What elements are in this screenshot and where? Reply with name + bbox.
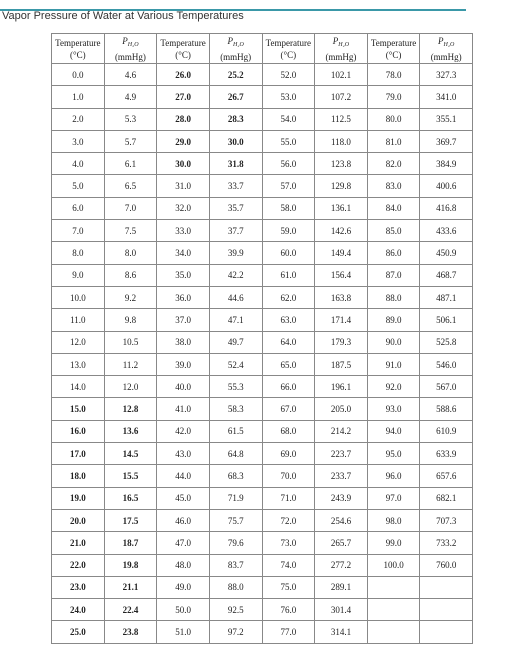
pressure-subscript: H₂O (127, 41, 139, 48)
temperature-cell: 59.0 (262, 220, 315, 242)
vapor-pressure-table (51, 33, 473, 644)
temperature-cell: 29.0 (157, 130, 210, 152)
pressure-cell: 13.6 (104, 420, 157, 442)
temperature-cell: 46.0 (157, 509, 210, 531)
temperature-cell: 71.0 (262, 487, 315, 509)
pressure-cell: 19.8 (104, 554, 157, 576)
temperature-cell: 40.0 (157, 376, 210, 398)
table-row (52, 420, 473, 442)
pressure-header (420, 34, 473, 64)
pressure-cell: 102.1 (315, 64, 368, 86)
temperature-header (52, 34, 105, 64)
table-row (52, 353, 473, 375)
temperature-cell: 38.0 (157, 331, 210, 353)
pressure-subscript: H₂O (443, 41, 455, 48)
temperature-cell: 77.0 (262, 621, 315, 643)
temperature-cell: 49.0 (157, 576, 210, 598)
pressure-cell: 35.7 (209, 197, 262, 219)
table-row (52, 599, 473, 621)
temperature-cell: 98.0 (367, 509, 420, 531)
temperature-cell: 5.0 (52, 175, 105, 197)
pressure-cell: 17.5 (104, 509, 157, 531)
pressure-cell: 6.1 (104, 153, 157, 175)
temperature-cell: 30.0 (157, 153, 210, 175)
pressure-cell: 25.2 (209, 64, 262, 86)
table-row (52, 153, 473, 175)
pressure-cell: 327.3 (420, 64, 473, 86)
table-row (52, 554, 473, 576)
pressure-header (209, 34, 262, 64)
pressure-cell: 760.0 (420, 554, 473, 576)
pressure-cell: 4.6 (104, 64, 157, 86)
table-body (52, 64, 473, 644)
temperature-cell: 27.0 (157, 86, 210, 108)
pressure-cell: 15.5 (104, 465, 157, 487)
temperature-cell: 72.0 (262, 509, 315, 531)
temperature-cell: 26.0 (157, 64, 210, 86)
caption-text: Vapor Pressure of Water at Various Temperatures (2, 10, 244, 22)
pressure-cell: 588.6 (420, 398, 473, 420)
temperature-cell: 62.0 (262, 286, 315, 308)
pressure-cell: 7.0 (104, 197, 157, 219)
pressure-cell: 733.2 (420, 532, 473, 554)
temperature-cell: 82.0 (367, 153, 420, 175)
pressure-cell: 30.0 (209, 130, 262, 152)
pressure-cell: 355.1 (420, 108, 473, 130)
temperature-cell: 75.0 (262, 576, 315, 598)
pressure-cell: 301.4 (315, 599, 368, 621)
table-row (52, 220, 473, 242)
table-row (52, 376, 473, 398)
temperature-cell: 81.0 (367, 130, 420, 152)
pressure-cell: 28.3 (209, 108, 262, 130)
table-row (52, 309, 473, 331)
temperature-header-label: Temperature (160, 37, 206, 48)
temperature-cell (367, 599, 420, 621)
temperature-cell: 70.0 (262, 465, 315, 487)
pressure-header-unit: (mmHg) (430, 51, 462, 62)
pressure-cell: 21.1 (104, 576, 157, 598)
pressure-cell: 49.7 (209, 331, 262, 353)
pressure-cell: 129.8 (315, 175, 368, 197)
pressure-cell: 97.2 (209, 621, 262, 643)
pressure-cell: 546.0 (420, 353, 473, 375)
pressure-cell: 223.7 (315, 443, 368, 465)
pressure-cell: 33.7 (209, 175, 262, 197)
pressure-cell: 416.8 (420, 197, 473, 219)
pressure-cell: 450.9 (420, 242, 473, 264)
table-row (52, 130, 473, 152)
temperature-cell: 34.0 (157, 242, 210, 264)
temperature-cell: 35.0 (157, 264, 210, 286)
temperature-cell: 7.0 (52, 220, 105, 242)
temperature-cell: 16.0 (52, 420, 105, 442)
temperature-cell: 20.0 (52, 509, 105, 531)
pressure-cell: 277.2 (315, 554, 368, 576)
temperature-cell: 78.0 (367, 64, 420, 86)
temperature-cell: 67.0 (262, 398, 315, 420)
pressure-header-unit: (mmHg) (220, 51, 252, 62)
pressure-subscript: H₂O (338, 41, 350, 48)
table-row (52, 398, 473, 420)
temperature-header-label: Temperature (55, 37, 101, 48)
temperature-cell: 96.0 (367, 465, 420, 487)
temperature-cell: 36.0 (157, 286, 210, 308)
pressure-cell: 369.7 (420, 130, 473, 152)
pressure-cell: 289.1 (315, 576, 368, 598)
temperature-cell: 100.0 (367, 554, 420, 576)
pressure-cell (420, 599, 473, 621)
pressure-cell: 61.5 (209, 420, 262, 442)
pressure-cell: 16.5 (104, 487, 157, 509)
pressure-cell: 243.9 (315, 487, 368, 509)
table-row (52, 443, 473, 465)
pressure-header (315, 34, 368, 64)
temperature-cell: 41.0 (157, 398, 210, 420)
pressure-cell: 254.6 (315, 509, 368, 531)
pressure-cell: 44.6 (209, 286, 262, 308)
temperature-cell: 95.0 (367, 443, 420, 465)
pressure-cell: 506.1 (420, 309, 473, 331)
temperature-cell: 92.0 (367, 376, 420, 398)
table-row (52, 509, 473, 531)
pressure-cell: 39.9 (209, 242, 262, 264)
temperature-cell: 51.0 (157, 621, 210, 643)
temperature-header (157, 34, 210, 64)
temperature-cell: 87.0 (367, 264, 420, 286)
temperature-cell: 28.0 (157, 108, 210, 130)
pressure-cell: 196.1 (315, 376, 368, 398)
temperature-cell: 3.0 (52, 130, 105, 152)
pressure-cell: 79.6 (209, 532, 262, 554)
temperature-cell: 39.0 (157, 353, 210, 375)
temperature-cell: 93.0 (367, 398, 420, 420)
pressure-cell: 123.8 (315, 153, 368, 175)
table-row (52, 64, 473, 86)
temperature-cell: 63.0 (262, 309, 315, 331)
temperature-cell: 22.0 (52, 554, 105, 576)
pressure-cell: 10.5 (104, 331, 157, 353)
pressure-cell: 8.0 (104, 242, 157, 264)
pressure-cell: 4.9 (104, 86, 157, 108)
temperature-cell: 44.0 (157, 465, 210, 487)
temperature-cell: 0.0 (52, 64, 105, 86)
pressure-cell: 707.3 (420, 509, 473, 531)
temperature-cell: 11.0 (52, 309, 105, 331)
temperature-cell: 88.0 (367, 286, 420, 308)
temperature-cell: 83.0 (367, 175, 420, 197)
table-row (52, 242, 473, 264)
pressure-cell: 26.7 (209, 86, 262, 108)
pressure-symbol: P (438, 35, 444, 46)
temperature-header-unit: (°C) (280, 49, 297, 60)
temperature-cell: 2.0 (52, 108, 105, 130)
temperature-cell: 69.0 (262, 443, 315, 465)
table-row (52, 108, 473, 130)
pressure-header (104, 34, 157, 64)
pressure-cell: 163.8 (315, 286, 368, 308)
pressure-cell: 68.3 (209, 465, 262, 487)
temperature-header-unit: (°C) (175, 49, 191, 60)
temperature-cell: 12.0 (52, 331, 105, 353)
temperature-cell: 66.0 (262, 376, 315, 398)
temperature-cell: 91.0 (367, 353, 420, 375)
temperature-header (367, 34, 420, 64)
temperature-cell: 47.0 (157, 532, 210, 554)
pressure-cell: 682.1 (420, 487, 473, 509)
table-caption (0, 0, 521, 26)
temperature-cell: 50.0 (157, 599, 210, 621)
table-row (52, 286, 473, 308)
temperature-cell: 25.0 (52, 621, 105, 643)
pressure-cell: 52.4 (209, 353, 262, 375)
temperature-header (262, 34, 315, 64)
pressure-header-unit: (mmHg) (325, 51, 357, 62)
pressure-cell: 107.2 (315, 86, 368, 108)
temperature-cell: 86.0 (367, 242, 420, 264)
table-row (52, 621, 473, 643)
pressure-cell: 156.4 (315, 264, 368, 286)
temperature-cell: 21.0 (52, 532, 105, 554)
temperature-cell: 13.0 (52, 353, 105, 375)
table-row (52, 532, 473, 554)
temperature-cell (367, 621, 420, 643)
temperature-cell: 73.0 (262, 532, 315, 554)
pressure-cell: 83.7 (209, 554, 262, 576)
pressure-cell: 18.7 (104, 532, 157, 554)
pressure-cell: 7.5 (104, 220, 157, 242)
table-row (52, 175, 473, 197)
pressure-header-unit: (mmHg) (114, 51, 146, 62)
table-row (52, 197, 473, 219)
temperature-cell: 84.0 (367, 197, 420, 219)
pressure-cell (420, 576, 473, 598)
temperature-cell: 89.0 (367, 309, 420, 331)
temperature-cell: 54.0 (262, 108, 315, 130)
pressure-symbol: P (227, 35, 234, 46)
pressure-cell: 525.8 (420, 331, 473, 353)
pressure-cell (420, 621, 473, 643)
temperature-cell: 53.0 (262, 86, 315, 108)
pressure-cell: 149.4 (315, 242, 368, 264)
temperature-cell: 45.0 (157, 487, 210, 509)
pressure-cell: 64.8 (209, 443, 262, 465)
temperature-cell: 31.0 (157, 175, 210, 197)
pressure-cell: 55.3 (209, 376, 262, 398)
pressure-cell: 23.8 (104, 621, 157, 643)
temperature-cell: 68.0 (262, 420, 315, 442)
temperature-cell: 23.0 (52, 576, 105, 598)
pressure-cell: 88.0 (209, 576, 262, 598)
pressure-cell: 487.1 (420, 286, 473, 308)
temperature-cell: 6.0 (52, 197, 105, 219)
temperature-cell: 64.0 (262, 331, 315, 353)
pressure-cell: 136.1 (315, 197, 368, 219)
temperature-cell: 8.0 (52, 242, 105, 264)
temperature-cell: 24.0 (52, 599, 105, 621)
temperature-cell: 55.0 (262, 130, 315, 152)
pressure-cell: 142.6 (315, 220, 368, 242)
temperature-header-label: Temperature (370, 37, 417, 48)
pressure-symbol: P (122, 35, 128, 46)
pressure-cell: 400.6 (420, 175, 473, 197)
temperature-cell: 85.0 (367, 220, 420, 242)
table-row (52, 465, 473, 487)
pressure-cell: 179.3 (315, 331, 368, 353)
pressure-cell: 58.3 (209, 398, 262, 420)
pressure-cell: 12.8 (104, 398, 157, 420)
pressure-cell: 75.7 (209, 509, 262, 531)
pressure-cell: 567.0 (420, 376, 473, 398)
temperature-cell: 99.0 (367, 532, 420, 554)
pressure-cell: 71.9 (209, 487, 262, 509)
temperature-cell: 15.0 (52, 398, 105, 420)
temperature-cell: 32.0 (157, 197, 210, 219)
pressure-cell: 11.2 (104, 353, 157, 375)
pressure-cell: 205.0 (315, 398, 368, 420)
table-row (52, 264, 473, 286)
temperature-cell: 97.0 (367, 487, 420, 509)
pressure-cell: 47.1 (209, 309, 262, 331)
pressure-cell: 5.7 (104, 130, 157, 152)
temperature-cell: 19.0 (52, 487, 105, 509)
temperature-cell: 4.0 (52, 153, 105, 175)
temperature-cell: 14.0 (52, 376, 105, 398)
temperature-cell: 79.0 (367, 86, 420, 108)
temperature-cell: 60.0 (262, 242, 315, 264)
pressure-cell: 5.3 (104, 108, 157, 130)
pressure-cell: 42.2 (209, 264, 262, 286)
temperature-cell: 61.0 (262, 264, 315, 286)
temperature-cell: 10.0 (52, 286, 105, 308)
temperature-cell: 90.0 (367, 331, 420, 353)
table-row (52, 576, 473, 598)
pressure-cell: 633.9 (420, 443, 473, 465)
table-row (52, 86, 473, 108)
temperature-cell: 56.0 (262, 153, 315, 175)
pressure-cell: 233.7 (315, 465, 368, 487)
pressure-cell: 468.7 (420, 264, 473, 286)
temperature-cell: 94.0 (367, 420, 420, 442)
pressure-symbol: P (332, 35, 339, 46)
pressure-cell: 341.0 (420, 86, 473, 108)
temperature-header-unit: (°C) (385, 49, 402, 60)
pressure-cell: 187.5 (315, 353, 368, 375)
pressure-cell: 14.5 (104, 443, 157, 465)
pressure-cell: 118.0 (315, 130, 368, 152)
pressure-cell: 22.4 (104, 599, 157, 621)
temperature-cell: 48.0 (157, 554, 210, 576)
temperature-cell: 42.0 (157, 420, 210, 442)
pressure-cell: 6.5 (104, 175, 157, 197)
temperature-cell: 74.0 (262, 554, 315, 576)
temperature-cell: 1.0 (52, 86, 105, 108)
pressure-cell: 214.2 (315, 420, 368, 442)
header-row (52, 34, 473, 64)
temperature-cell: 43.0 (157, 443, 210, 465)
table-row (52, 331, 473, 353)
pressure-subscript: H₂O (233, 41, 244, 48)
temperature-cell: 80.0 (367, 108, 420, 130)
temperature-cell: 17.0 (52, 443, 105, 465)
pressure-cell: 9.8 (104, 309, 157, 331)
temperature-cell: 37.0 (157, 309, 210, 331)
temperature-cell: 58.0 (262, 197, 315, 219)
pressure-cell: 37.7 (209, 220, 262, 242)
temperature-header-label: Temperature (265, 37, 311, 48)
temperature-cell (367, 576, 420, 598)
pressure-cell: 610.9 (420, 420, 473, 442)
pressure-cell: 171.4 (315, 309, 368, 331)
pressure-cell: 657.6 (420, 465, 473, 487)
temperature-cell: 65.0 (262, 353, 315, 375)
pressure-cell: 112.5 (315, 108, 368, 130)
pressure-cell: 384.9 (420, 153, 473, 175)
temperature-cell: 76.0 (262, 599, 315, 621)
pressure-cell: 433.6 (420, 220, 473, 242)
temperature-cell: 52.0 (262, 64, 315, 86)
pressure-cell: 92.5 (209, 599, 262, 621)
pressure-cell: 9.2 (104, 286, 157, 308)
temperature-cell: 33.0 (157, 220, 210, 242)
pressure-cell: 12.0 (104, 376, 157, 398)
temperature-cell: 9.0 (52, 264, 105, 286)
pressure-cell: 314.1 (315, 621, 368, 643)
temperature-header-unit: (°C) (70, 49, 86, 60)
pressure-cell: 265.7 (315, 532, 368, 554)
pressure-cell: 8.6 (104, 264, 157, 286)
pressure-cell: 31.8 (209, 153, 262, 175)
table-row (52, 487, 473, 509)
temperature-cell: 57.0 (262, 175, 315, 197)
temperature-cell: 18.0 (52, 465, 105, 487)
